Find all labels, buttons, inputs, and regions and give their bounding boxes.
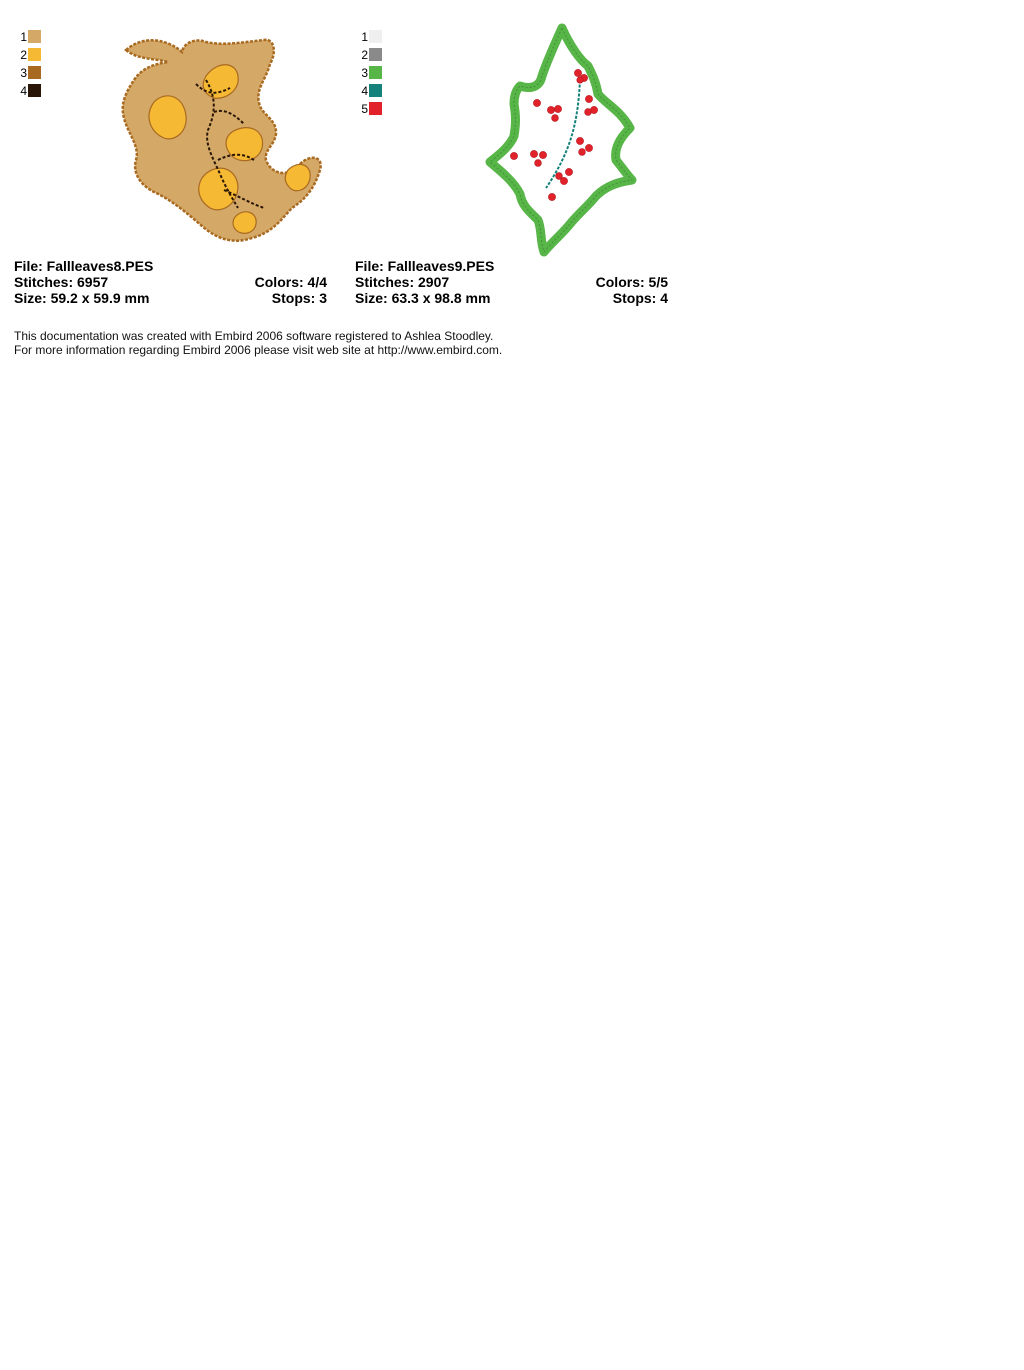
colors-count: Colors: 5/5 (595, 274, 668, 290)
legend-row (360, 27, 382, 45)
design-card-fallleaves9 (355, 0, 685, 310)
info-row (14, 290, 327, 306)
legend-row (360, 45, 382, 63)
legend-row (19, 81, 41, 99)
holly-leaf-embroidery-icon (480, 20, 645, 260)
documentation-footer (14, 329, 502, 357)
color-swatch (28, 30, 41, 43)
info-row (355, 274, 668, 290)
info-row (14, 274, 327, 290)
file-name: File: Fallleaves9.PES (355, 258, 495, 274)
footer-line: For more information regarding Embird 2006 please visit web site at http://www.embird.com. (14, 343, 503, 357)
legend-number: 3 (361, 66, 368, 80)
design-size: Size: 59.2 x 59.9 mm (14, 290, 150, 306)
info-row (14, 258, 327, 274)
legend-row (360, 81, 382, 99)
info-row (355, 258, 668, 274)
legend-number: 3 (20, 66, 27, 80)
file-name: File: Fallleaves8.PES (14, 258, 154, 274)
legend-number: 1 (20, 30, 27, 44)
stops-count: Stops: 3 (271, 290, 327, 306)
color-swatch (369, 102, 382, 115)
stitches-count: Stitches: 6957 (14, 274, 109, 290)
legend-number: 4 (361, 84, 368, 98)
legend-row (19, 45, 41, 63)
design-info (355, 258, 668, 306)
legend-number: 4 (20, 84, 27, 98)
color-legend (360, 27, 382, 117)
design-size: Size: 63.3 x 98.8 mm (355, 290, 491, 306)
color-swatch (28, 48, 41, 61)
legend-row (360, 99, 382, 117)
stops-count: Stops: 4 (612, 290, 668, 306)
color-swatch (369, 66, 382, 79)
color-legend (19, 27, 41, 99)
design-card-fallleaves8 (14, 0, 344, 310)
legend-number: 1 (361, 30, 368, 44)
legend-row (19, 27, 41, 45)
color-swatch (28, 66, 41, 79)
color-swatch (369, 84, 382, 97)
legend-number: 2 (361, 48, 368, 62)
oak-leaf-embroidery-icon (114, 20, 329, 245)
color-swatch (369, 30, 382, 43)
footer-line: This documentation was created with Embird 2006 software registered to Ashlea Stoodley. (14, 329, 494, 343)
legend-row (360, 63, 382, 81)
legend-number: 5 (361, 102, 368, 116)
legend-number: 2 (20, 48, 27, 62)
colors-count: Colors: 4/4 (254, 274, 327, 290)
stitches-count: Stitches: 2907 (355, 274, 450, 290)
design-info (14, 258, 327, 306)
color-swatch (369, 48, 382, 61)
info-row (355, 290, 668, 306)
legend-row (19, 63, 41, 81)
color-swatch (28, 84, 41, 97)
